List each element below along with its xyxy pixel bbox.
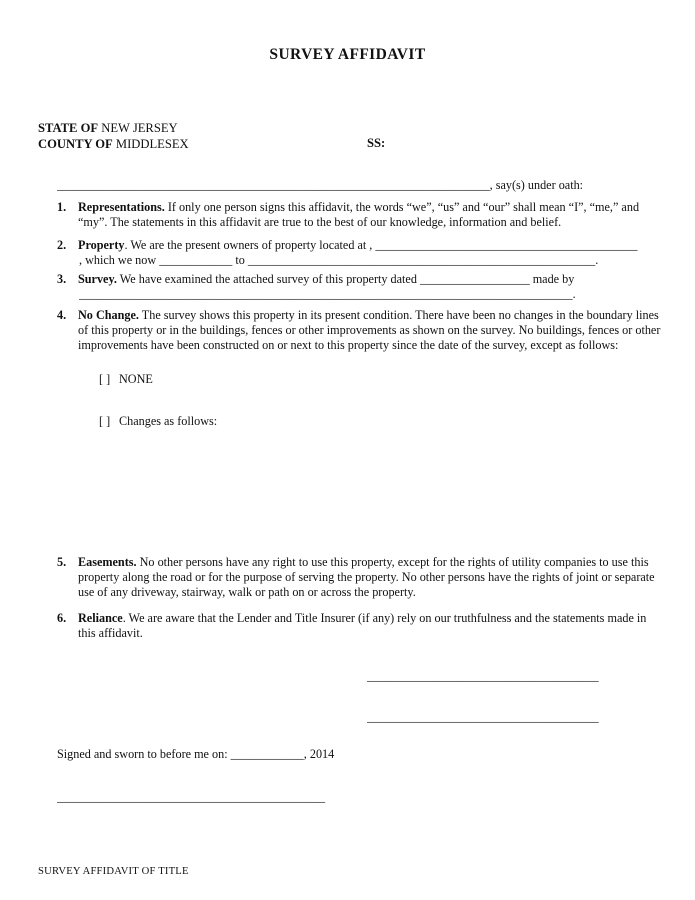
venue-county-row bbox=[38, 137, 189, 153]
clause-3-heading: Survey. bbox=[78, 272, 117, 286]
clause-5-body bbox=[78, 555, 665, 600]
venue-state-row bbox=[38, 121, 189, 137]
clause-3-number: 3. bbox=[57, 272, 67, 286]
clause-1-body bbox=[78, 200, 665, 230]
checkbox-changes-label: Changes as follows: bbox=[119, 414, 218, 428]
clause-4-body bbox=[78, 308, 665, 353]
sworn-statement[interactable]: Signed and sworn to before me on: ____________, 2014 bbox=[57, 747, 335, 761]
clause-2-heading: Property bbox=[78, 238, 125, 252]
clause-5-text: No other persons have any right to use this property, except for the rights of utility companies to use this property along the road or for the purpose of serving the property. No other persons have the rights of joint or separate use of any driveway, stairway, walk or path on or across the property. bbox=[78, 555, 655, 600]
clause-1-number: 1. bbox=[57, 200, 67, 214]
clause-4-heading: No Change. bbox=[78, 308, 139, 322]
page-title: SURVEY AFFIDAVIT bbox=[269, 46, 426, 63]
clause-3-body bbox=[78, 272, 665, 287]
clause-5-number: 5. bbox=[57, 555, 67, 569]
oath-line bbox=[57, 178, 669, 193]
clause-2-line2[interactable]: , which we now ____________ to _________________________________________________________. bbox=[79, 253, 599, 267]
clause-2-body bbox=[78, 238, 665, 253]
clause-2-number: 2. bbox=[57, 238, 67, 252]
checkbox-none[interactable] bbox=[99, 372, 153, 387]
clause-1 bbox=[57, 200, 665, 230]
oath-text: , say(s) under oath: bbox=[489, 178, 584, 192]
clause-4 bbox=[57, 308, 665, 353]
clause-4-number: 4. bbox=[57, 308, 67, 322]
state-value: NEW JERSEY bbox=[98, 121, 178, 135]
county-label: COUNTY OF bbox=[38, 136, 113, 151]
clause-5-heading: Easements. bbox=[78, 555, 137, 569]
clause-1-text: If only one person signs this affidavit, the words “we”, “us” and “our” shall mean “I”, “me,” and “my”. The statements in this affidavit are true to the best of our knowledge, information and belief. bbox=[78, 200, 640, 230]
notary-signature-line[interactable]: ____________________________________________ bbox=[57, 790, 326, 804]
page-footer: SURVEY AFFIDAVIT OF TITLE bbox=[38, 866, 189, 877]
ss-marker: SS: bbox=[367, 136, 386, 150]
clause-3-text[interactable]: We have examined the attached survey of this property dated __________________ made by bbox=[116, 272, 575, 286]
clause-6 bbox=[57, 611, 665, 641]
clause-1-heading: Representations. bbox=[78, 200, 165, 214]
clause-6-number: 6. bbox=[57, 611, 67, 625]
clause-6-body bbox=[78, 611, 665, 641]
checkbox-none-box[interactable]: [ ] bbox=[99, 372, 111, 386]
oath-blank[interactable]: _______________________________________________________________________ bbox=[57, 178, 490, 192]
clause-5 bbox=[57, 555, 665, 600]
clause-4-text: The survey shows this property in its present condition. There have been no changes in the boundary lines of this property or in the buildings, fences or other improvements as shown on the survey. No buildings, fences or other improvements have been constructed on or next to this property since the date of the survey, except as follows: bbox=[78, 308, 661, 353]
clause-6-heading: Reliance bbox=[78, 611, 123, 625]
checkbox-changes-box[interactable]: [ ] bbox=[99, 414, 111, 428]
checkbox-none-label: NONE bbox=[119, 372, 153, 386]
clause-2 bbox=[57, 238, 665, 253]
clause-2-text[interactable]: . We are the present owners of property located at , ___________________________________________ bbox=[124, 238, 638, 252]
clause-6-text: . We are aware that the Lender and Title Insurer (if any) rely on our truthfulness and the statements made in this affidavit. bbox=[78, 611, 647, 641]
venue-block bbox=[38, 121, 189, 152]
checkbox-changes[interactable] bbox=[99, 414, 217, 429]
signature-line-1[interactable]: ______________________________________ bbox=[367, 669, 599, 683]
signature-line-2[interactable]: ______________________________________ bbox=[367, 710, 599, 724]
state-label: STATE OF bbox=[38, 121, 99, 135]
clause-3 bbox=[57, 272, 665, 287]
clause-3-line2[interactable]: _________________________________________________________________________________. bbox=[79, 287, 576, 301]
county-value: MIDDLESEX bbox=[112, 136, 189, 151]
